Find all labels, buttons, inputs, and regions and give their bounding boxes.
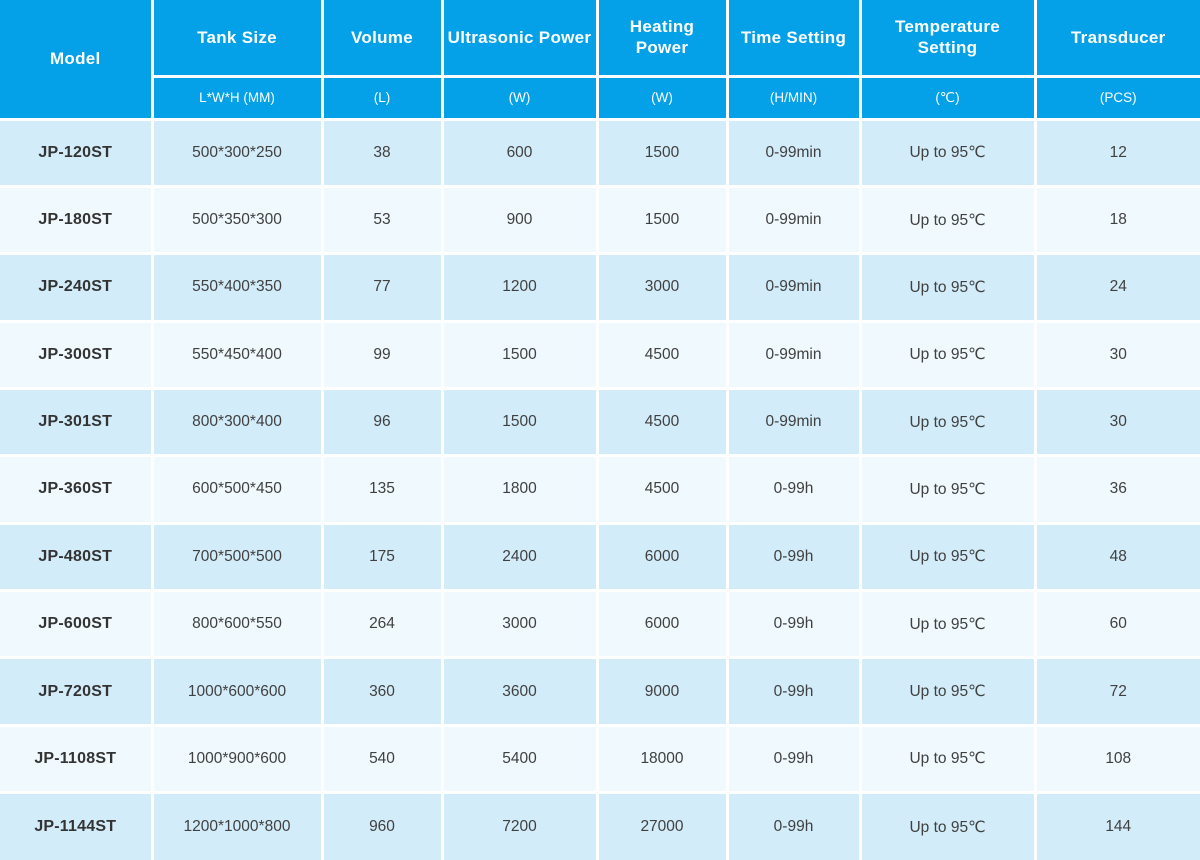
- unit-ultrasonic-power: (W): [442, 76, 597, 119]
- unit-volume: (L): [322, 76, 442, 119]
- cell-heating-power: 6000: [597, 591, 727, 658]
- header-title-row: [0, 0, 1200, 76]
- cell-heating-power: 3000: [597, 254, 727, 321]
- cell-volume: 264: [322, 591, 442, 658]
- cell-heating-power: 4500: [597, 321, 727, 388]
- cell-tank-size: 550*450*400: [152, 321, 322, 388]
- unit-transducer: (PCS): [1035, 76, 1200, 119]
- table-row: [0, 523, 1200, 590]
- cell-ultrasonic-power: 900: [442, 186, 597, 253]
- table-row: [0, 119, 1200, 186]
- table-header: [0, 0, 1200, 119]
- cell-heating-power: 18000: [597, 725, 727, 792]
- model-cell: JP-480ST: [0, 523, 152, 590]
- cell-volume: 135: [322, 456, 442, 523]
- cell-temperature-setting: Up to 95℃: [860, 456, 1035, 523]
- unit-temperature-setting: (℃): [860, 76, 1035, 119]
- cell-tank-size: 550*400*350: [152, 254, 322, 321]
- model-cell: JP-180ST: [0, 186, 152, 253]
- table-row: [0, 793, 1200, 860]
- cell-volume: 77: [322, 254, 442, 321]
- cell-ultrasonic-power: 7200: [442, 793, 597, 860]
- table-row: [0, 658, 1200, 725]
- col-header-temperature-setting: Temperature Setting: [860, 0, 1035, 76]
- cell-transducer: 72: [1035, 658, 1200, 725]
- cell-time-setting: 0-99min: [727, 388, 860, 455]
- cell-volume: 960: [322, 793, 442, 860]
- model-cell: JP-720ST: [0, 658, 152, 725]
- cell-temperature-setting: Up to 95℃: [860, 793, 1035, 860]
- cell-tank-size: 800*600*550: [152, 591, 322, 658]
- col-header-ultrasonic-power: Ultrasonic Power: [442, 0, 597, 76]
- cell-tank-size: 700*500*500: [152, 523, 322, 590]
- cell-volume: 96: [322, 388, 442, 455]
- cell-volume: 53: [322, 186, 442, 253]
- cell-temperature-setting: Up to 95℃: [860, 321, 1035, 388]
- cell-heating-power: 9000: [597, 658, 727, 725]
- cell-tank-size: 500*350*300: [152, 186, 322, 253]
- cell-heating-power: 1500: [597, 186, 727, 253]
- cell-temperature-setting: Up to 95℃: [860, 591, 1035, 658]
- cell-transducer: 30: [1035, 321, 1200, 388]
- unit-heating-power: (W): [597, 76, 727, 119]
- cell-ultrasonic-power: 1500: [442, 388, 597, 455]
- table-row: [0, 388, 1200, 455]
- cell-time-setting: 0-99h: [727, 523, 860, 590]
- cell-volume: 38: [322, 119, 442, 186]
- cell-time-setting: 0-99min: [727, 321, 860, 388]
- cell-time-setting: 0-99min: [727, 186, 860, 253]
- table-row: [0, 186, 1200, 253]
- col-header-volume: Volume: [322, 0, 442, 76]
- unit-time-setting: (H/MIN): [727, 76, 860, 119]
- cell-tank-size: 800*300*400: [152, 388, 322, 455]
- cell-time-setting: 0-99h: [727, 725, 860, 792]
- model-cell: JP-120ST: [0, 119, 152, 186]
- col-header-time-setting: Time Setting: [727, 0, 860, 76]
- cell-temperature-setting: Up to 95℃: [860, 388, 1035, 455]
- cell-transducer: 60: [1035, 591, 1200, 658]
- cell-time-setting: 0-99min: [727, 119, 860, 186]
- cell-volume: 360: [322, 658, 442, 725]
- model-cell: JP-1108ST: [0, 725, 152, 792]
- cell-temperature-setting: Up to 95℃: [860, 658, 1035, 725]
- cell-tank-size: 1000*600*600: [152, 658, 322, 725]
- cell-temperature-setting: Up to 95℃: [860, 254, 1035, 321]
- cell-ultrasonic-power: 1500: [442, 321, 597, 388]
- table-row: [0, 725, 1200, 792]
- table-row: [0, 456, 1200, 523]
- cell-heating-power: 1500: [597, 119, 727, 186]
- cell-heating-power: 4500: [597, 388, 727, 455]
- model-cell: JP-301ST: [0, 388, 152, 455]
- cell-time-setting: 0-99h: [727, 456, 860, 523]
- cell-tank-size: 500*300*250: [152, 119, 322, 186]
- cell-time-setting: 0-99h: [727, 658, 860, 725]
- cell-transducer: 48: [1035, 523, 1200, 590]
- cell-time-setting: 0-99min: [727, 254, 860, 321]
- unit-tank-size: L*W*H (MM): [152, 76, 322, 119]
- col-header-tank-size: Tank Size: [152, 0, 322, 76]
- model-cell: JP-1144ST: [0, 793, 152, 860]
- cell-ultrasonic-power: 600: [442, 119, 597, 186]
- table-row: [0, 591, 1200, 658]
- cell-time-setting: 0-99h: [727, 793, 860, 860]
- model-cell: JP-240ST: [0, 254, 152, 321]
- cell-ultrasonic-power: 2400: [442, 523, 597, 590]
- cell-transducer: 144: [1035, 793, 1200, 860]
- cell-transducer: 24: [1035, 254, 1200, 321]
- cell-ultrasonic-power: 3600: [442, 658, 597, 725]
- cell-volume: 540: [322, 725, 442, 792]
- cell-temperature-setting: Up to 95℃: [860, 725, 1035, 792]
- cell-temperature-setting: Up to 95℃: [860, 119, 1035, 186]
- table-row: [0, 321, 1200, 388]
- cell-transducer: 108: [1035, 725, 1200, 792]
- col-header-transducer: Transducer: [1035, 0, 1200, 76]
- cell-temperature-setting: Up to 95℃: [860, 186, 1035, 253]
- cell-transducer: 36: [1035, 456, 1200, 523]
- model-cell: JP-600ST: [0, 591, 152, 658]
- cell-ultrasonic-power: 3000: [442, 591, 597, 658]
- cell-ultrasonic-power: 5400: [442, 725, 597, 792]
- cell-tank-size: 1200*1000*800: [152, 793, 322, 860]
- cell-heating-power: 4500: [597, 456, 727, 523]
- model-cell: JP-300ST: [0, 321, 152, 388]
- cell-heating-power: 6000: [597, 523, 727, 590]
- cell-temperature-setting: Up to 95℃: [860, 523, 1035, 590]
- cell-tank-size: 600*500*450: [152, 456, 322, 523]
- header-units-row: [0, 76, 1200, 119]
- cell-time-setting: 0-99h: [727, 591, 860, 658]
- cell-transducer: 12: [1035, 119, 1200, 186]
- table-body: [0, 119, 1200, 860]
- cell-ultrasonic-power: 1800: [442, 456, 597, 523]
- col-header-model: Model: [0, 0, 152, 119]
- cell-transducer: 30: [1035, 388, 1200, 455]
- cell-transducer: 18: [1035, 186, 1200, 253]
- cell-volume: 175: [322, 523, 442, 590]
- cell-tank-size: 1000*900*600: [152, 725, 322, 792]
- col-header-heating-power: Heating Power: [597, 0, 727, 76]
- cell-ultrasonic-power: 1200: [442, 254, 597, 321]
- cell-heating-power: 27000: [597, 793, 727, 860]
- model-cell: JP-360ST: [0, 456, 152, 523]
- table-row: [0, 254, 1200, 321]
- cell-volume: 99: [322, 321, 442, 388]
